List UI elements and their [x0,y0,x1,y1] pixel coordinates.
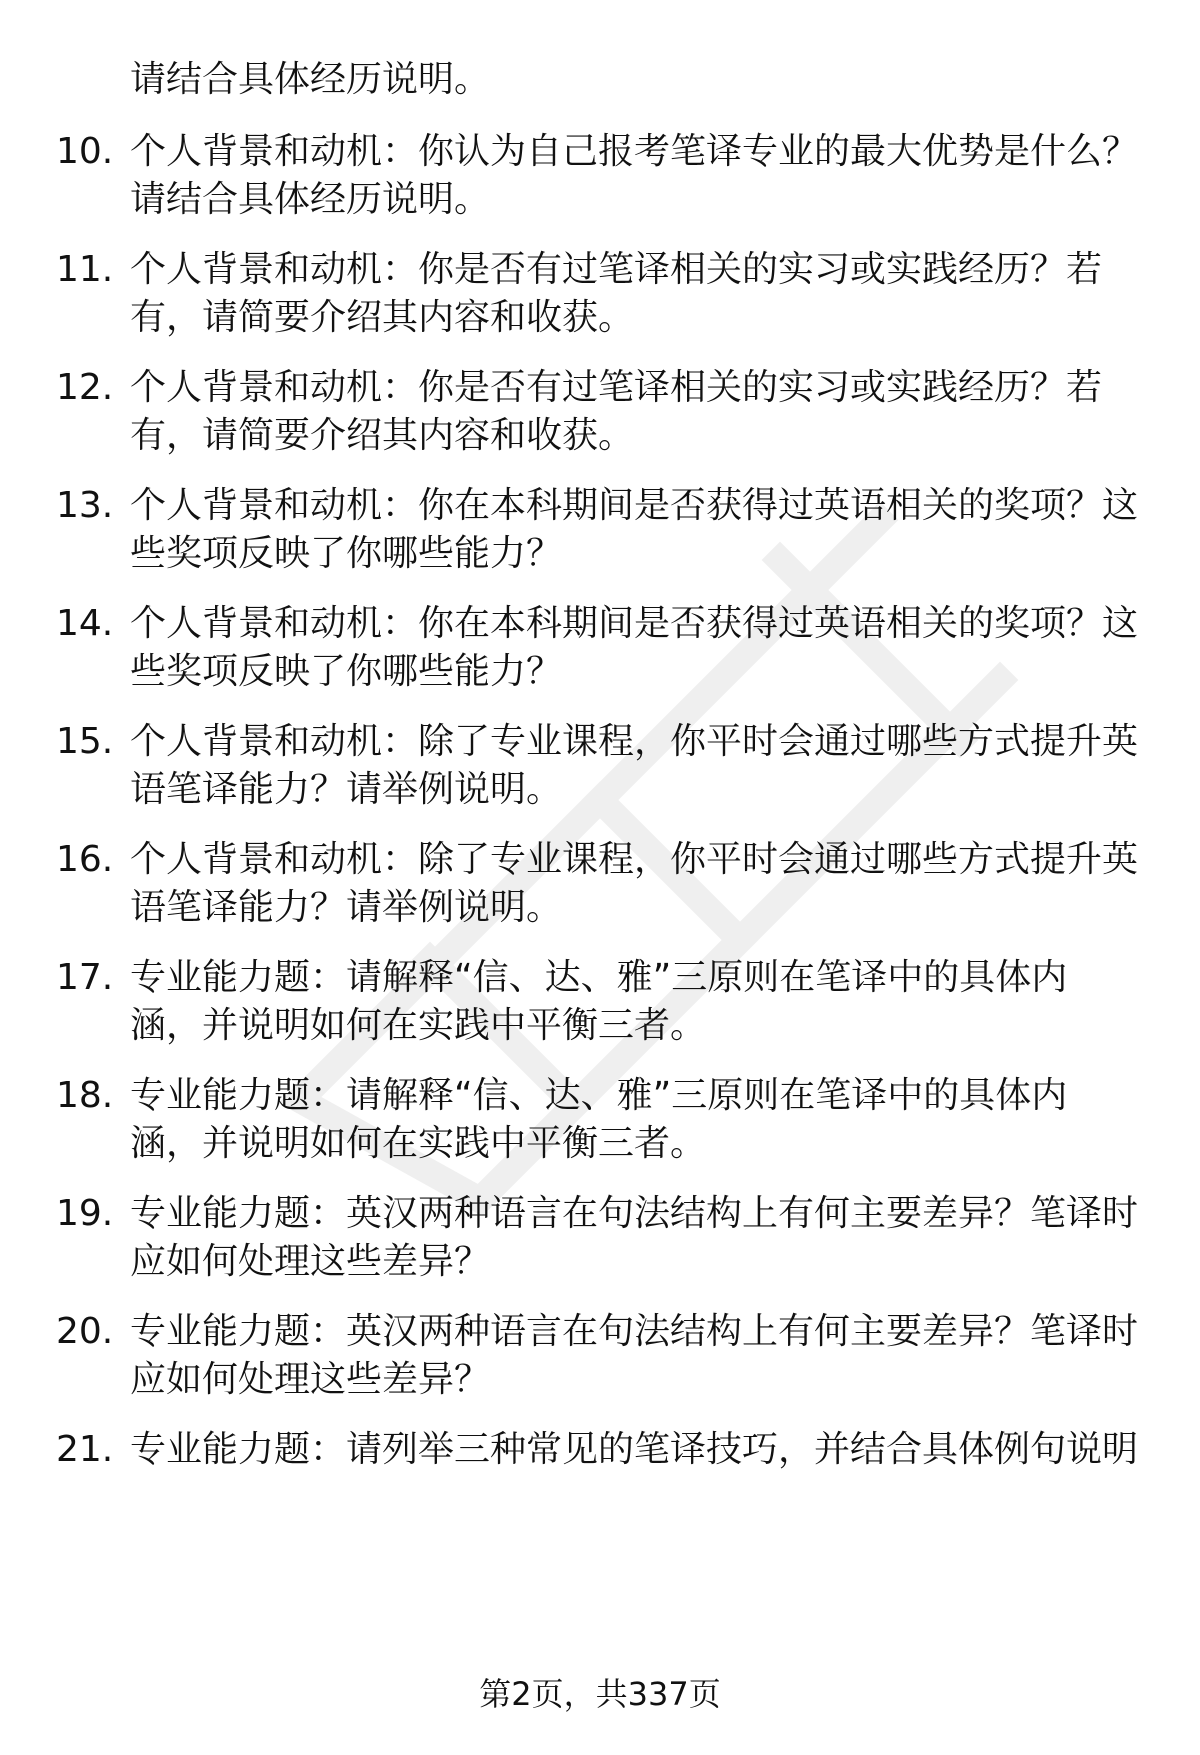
item-line: 些奖项反映了你哪些能力？ [130,651,563,692]
item-line: 应如何处理这些差异？ [130,1359,491,1400]
item-number: 11. [56,249,114,290]
item-line: 有，请简要介绍其内容和收获。 [130,297,635,338]
item-number: 10. [56,131,114,172]
item-line: 应如何处理这些差异？ [130,1241,491,1282]
item-line: 有，请简要介绍其内容和收获。 [130,415,635,456]
item-line: 专业能力题：英汉两种语言在句法结构上有何主要差异？笔译时 [130,1311,1139,1352]
item-line: 语笔译能力？请举例说明。 [130,769,563,810]
item-line: 个人背景和动机：除了专业课程，你平时会通过哪些方式提升英 [130,721,1139,762]
item-line: 请结合具体经历说明。 [130,179,491,220]
item-line: 专业能力题：请解释“信、达、雅”三原则在笔译中的具体内 [130,957,1068,998]
page-footer: 第2页，共337页 [479,1675,721,1713]
item-line: 语笔译能力？请举例说明。 [130,887,563,928]
item-line: 个人背景和动机：你在本科期间是否获得过英语相关的奖项？这 [130,603,1139,644]
item-line: 个人背景和动机：你在本科期间是否获得过英语相关的奖项？这 [130,485,1139,526]
item-number: 13. [56,485,114,526]
item-number: 19. [56,1193,114,1234]
item-number: 15. [56,721,114,762]
item-line: 涵，并说明如何在实践中平衡三者。 [130,1005,707,1046]
item-line: 专业能力题：请解释“信、达、雅”三原则在笔译中的具体内 [130,1075,1068,1116]
continued-line: 请结合具体经历说明。 [130,59,491,100]
item-number: 14. [56,603,114,644]
item-line: 个人背景和动机：你是否有过笔译相关的实习或实践经历？若 [130,367,1103,408]
item-line: 个人背景和动机：你认为自己报考笔译专业的最大优势是什么？ [130,131,1139,172]
item-number: 16. [56,839,114,880]
item-number: 18. [56,1075,114,1116]
item-line: 涵，并说明如何在实践中平衡三者。 [130,1123,707,1164]
item-number: 21. [56,1429,114,1470]
item-line: 专业能力题：请列举三种常见的笔译技巧，并结合具体例句说明 [130,1429,1139,1470]
item-line: 个人背景和动机：你是否有过笔译相关的实习或实践经历？若 [130,249,1103,290]
item-line: 个人背景和动机：除了专业课程，你平时会通过哪些方式提升英 [130,839,1139,880]
item-number: 20. [56,1311,114,1352]
item-number: 12. [56,367,114,408]
item-number: 17. [56,957,114,998]
item-line: 专业能力题：英汉两种语言在句法结构上有何主要差异？笔译时 [130,1193,1139,1234]
item-line: 些奖项反映了你哪些能力？ [130,533,563,574]
